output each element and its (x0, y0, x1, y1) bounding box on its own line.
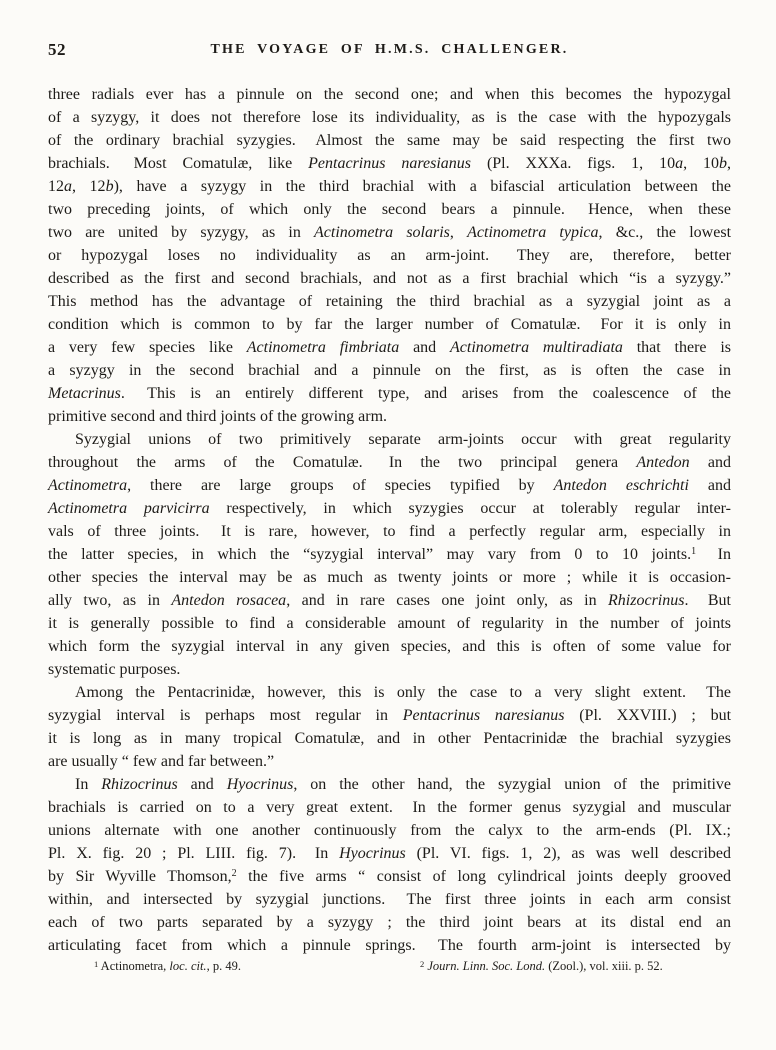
text-line: two are united by syzygy, as in Actinometra solaris, Actinometra typica, &c., the lowest (48, 224, 732, 241)
footnote-reference: 1 (691, 546, 697, 557)
paragraph (48, 83, 731, 428)
text-line: primitive second and third joints of the growing arm. (48, 408, 388, 425)
text-line: within, and intersected by syzygial junctions. The first three joints in each arm consist (48, 891, 731, 908)
footnote-reference: 2 (420, 959, 425, 969)
text-line: brachials is carried on to a very great extent. In the former genus syzygial and muscular (48, 799, 731, 816)
footnotes (48, 959, 731, 981)
text-line: three radials ever has a pinnule on the second one; and when this becomes the hypozygal (48, 86, 731, 103)
paragraph (48, 428, 731, 681)
text-line: Actinometra parvicirra respectively, in which syzygies occur at tolerably regular inter- (48, 500, 732, 517)
text-line: a syzygy in the second brachial and a pinnule on the first, as is often the case in (48, 362, 731, 379)
text-line: Actinometra, there are large groups of species typified by Antedon eschrichti and (48, 477, 731, 494)
text-line: by Sir Wyville Thomson,$^2$ the five arms “ consist of long cylindrical joints deeply grooved (48, 868, 731, 885)
text-line: syzygial interval is perhaps most regular in Pentacrinus naresianus (Pl. XXVIII.) ; but (48, 707, 732, 724)
text-line: Metacrinus. This is an entirely different type, and arises from the coalescence of the (48, 385, 731, 402)
text-line: vals of three joints. It is rare, however, to find a perfectly regular arm, especially in (48, 523, 731, 540)
text-line: Among the Pentacrinidæ, however, this is only the case to a very slight extent. The (75, 684, 731, 701)
text-line: Pl. X. fig. 20 ; Pl. LIII. fig. 7). In Hyocrinus (Pl. VI. figs. 1, 2), as was well described (48, 845, 731, 862)
text-line: unions alternate with one another continuously from the calyx to the arm-ends (Pl. IX.; (48, 822, 731, 839)
text-line: This method has the advantage of retaining the third brachial as a syzygial joint as a (48, 293, 731, 310)
text-line: the latter species, in which the “syzygial interval” may vary from 0 to 10 joints.$^1$ In (48, 546, 732, 563)
running-header (48, 40, 731, 62)
text-line: which form the syzygial interval in any given species, and this is often of some value for (48, 638, 731, 655)
text-line: of a syzygy, it does not therefore lose its individuality, as is the case with the hypozygals (48, 109, 731, 126)
footnote-reference: 2 (231, 868, 237, 879)
text-line: it is long as in many tropical Comatulæ, and in other Pentacrinidæ the brachial syzygies (48, 730, 731, 747)
footnote-reference: 1 (94, 959, 99, 969)
text-line: Syzygial unions of two primitively separate arm-joints occur with great regularity (75, 431, 731, 448)
text-line: it is generally possible to find a considerable amount of regularity in the number of joints (48, 615, 731, 632)
footnote-2: $^2$ Journ. Linn. Soc. Lond. (Zool.), vol. xiii. p. 52. (420, 959, 663, 973)
paragraph (48, 681, 731, 773)
text-line: each of two parts separated by a syzygy ; the third joint bears at its distal end an (48, 914, 731, 931)
paragraph (48, 773, 731, 957)
text-line: or hypozygal loses no individuality as an arm-joint. They are, therefore, better (48, 247, 731, 264)
page-title: THE VOYAGE OF H.M.S. CHALLENGER. (210, 42, 569, 57)
text-line: a very few species like Actinometra fimbriata and Actinometra multiradiata that there is (48, 339, 732, 356)
text-line: systematic purposes. (48, 661, 181, 678)
text-line: In Rhizocrinus and Hyocrinus, on the other hand, the syzygial union of the primitive (75, 776, 732, 793)
text-line: throughout the arms of the Comatulæ. In the two principal genera Antedon and (48, 454, 731, 471)
text-line: are usually “ few and far between.” (48, 753, 275, 770)
text-line: described as the first and second brachials, and not as a first brachial which “is a syzygy.” (48, 270, 731, 287)
footnote-1: $^1$ Actinometra, loc. cit., p. 49. (94, 959, 241, 973)
text-line: other species the interval may be as much as twenty joints or more ; while it is occasion- (48, 569, 731, 586)
text-line: brachials. Most Comatulæ, like Pentacrinus naresianus (Pl. XXXa. figs. 1, 10a, 10b, (48, 155, 732, 172)
text-line: articulating facet from which a pinnule springs. The fourth arm-joint is intersected by (48, 937, 731, 954)
text-line: two preceding joints, of which only the second bears a pinnule. Hence, when these (48, 201, 731, 218)
text-line: of the ordinary brachial syzygies. Almost the same may be said respecting the first two (48, 132, 731, 149)
page-number: 52 (48, 40, 66, 59)
text-line: ally two, as in Antedon rosacea, and in rare cases one joint only, as in Rhizocrinus. But (48, 592, 732, 609)
text-line: 12a, 12b), have a syzygy in the third brachial with a bifascial articulation between the (48, 178, 731, 195)
text-line: condition which is common to by far the larger number of Comatulæ. For it is only in (48, 316, 731, 333)
page-body (48, 83, 731, 957)
